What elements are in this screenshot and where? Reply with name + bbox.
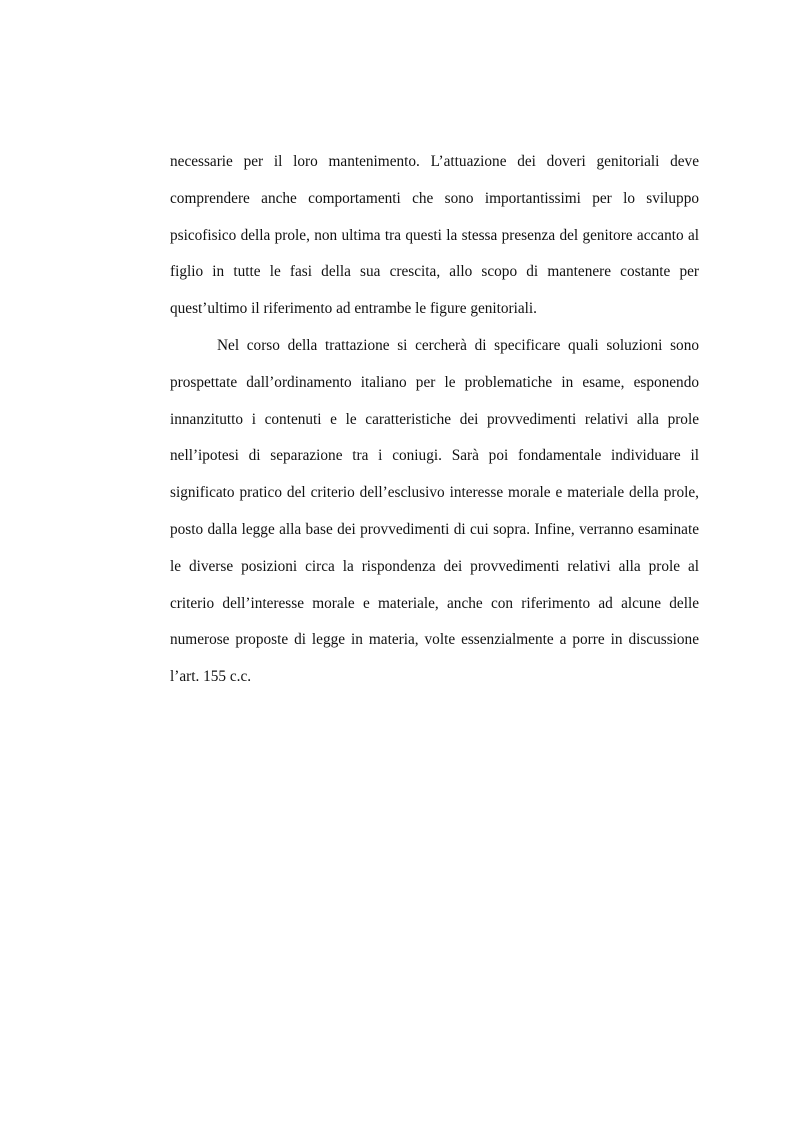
- body-text: [170, 144, 699, 696]
- paragraph-thesis-outline: Nel corso della trattazione si cercherà di specificare quali soluzioni sono prospettate dall’ordinamento italiano per le problematiche in esame, esponendo innanzitutto i contenuti e le caratteristiche dei provvedimenti relativi alla prole nell’ipotesi di separazione tra i coniugi. Sarà poi fondamentale individuare il significato pratico del criterio dell’esclusivo interesse morale e materiale della prole, posto dalla legge alla base dei provvedimenti di cui sopra. Infine, verranno esaminate le diverse posizioni circa la rispondenza dei provvedimenti relativi alla prole al criterio dell’interesse morale e materiale, anche con riferimento ad alcune delle numerose proposte di legge in materia, volte essenzialmente a porre in discussione l’art. 155 c.c.: [170, 336, 699, 686]
- paragraph-continuation: necessarie per il loro mantenimento. L’attuazione dei doveri genitoriali deve comprendere anche comportamenti che sono importantissimi per lo sviluppo psicofisico della prole, non ultima tra questi la stessa presenza del genitore accanto al figlio in tutte le fasi della sua crescita, allo scopo di mantenere costante per quest’ultimo il riferimento ad entrambe le figure genitoriali.: [170, 153, 699, 318]
